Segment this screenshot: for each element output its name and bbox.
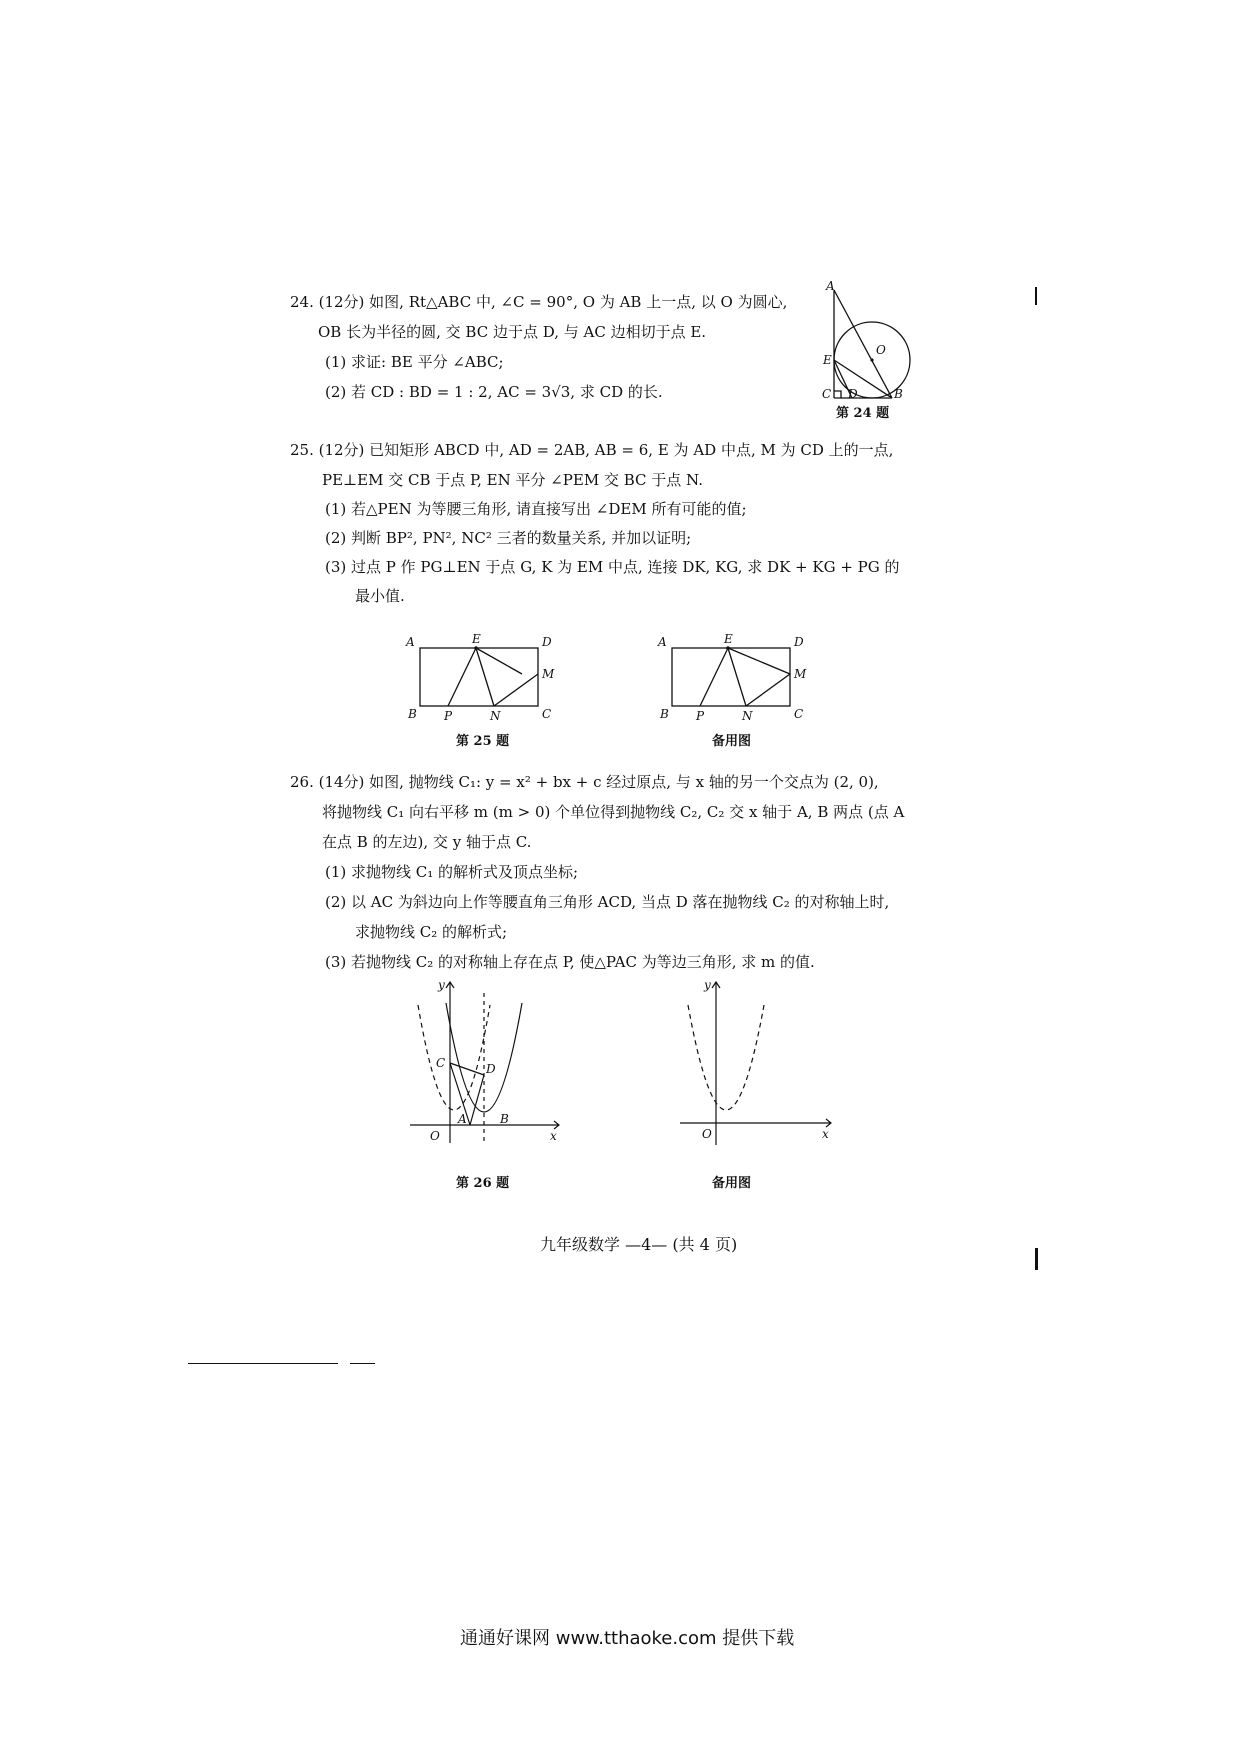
fig25-point-e [474, 646, 478, 650]
watermark-text: 通通好课网 www.tthaoke.com 提供下载 [460, 1628, 795, 1649]
q24-line-1: 24. (12分) 如图, Rt△ABC 中, ∠C = 90°, O 为 AB 上一点, 以 O 为圆心, [290, 293, 788, 311]
q24-line-4: (2) 若 CD : BD = 1 : 2, AC = 3√3, 求 CD 的长. [325, 383, 663, 401]
fig25s-label-n: N [742, 709, 753, 723]
figure-26-spare [660, 975, 840, 1150]
q25-line-4: (2) 判断 BP², PN², NC² 三者的数量关系, 并加以证明; [325, 529, 692, 547]
q26-line-2: 将抛物线 C₁ 向右平移 m (m > 0) 个单位得到抛物线 C₂, C₂ 交 x 轴于 A, B 两点 (点 A [322, 803, 905, 821]
q26-line-5: (2) 以 AC 为斜边向上作等腰直角三角形 ACD, 当点 D 落在抛物线 C₂ 的对称轴上时, [325, 893, 890, 911]
fig26-label-c: C [436, 1056, 446, 1070]
fig26-segment-cd [450, 1063, 484, 1075]
fig26-label-b: B [500, 1112, 509, 1126]
fig25s-segment-en [728, 648, 746, 706]
fig25s-label-e: E [724, 632, 733, 646]
fig25s-label-a: A [658, 635, 667, 649]
q26-line-3: 在点 B 的左边), 交 y 轴于点 C. [322, 833, 532, 851]
fig26-label-o: O [430, 1129, 440, 1143]
fig24-label-c: C [822, 387, 832, 400]
page-footer: 九年级数学 —4— (共 4 页) [540, 1235, 738, 1254]
q25-line-3: (1) 若△PEN 为等腰三角形, 请直接写出 ∠DEM 所有可能的值; [325, 500, 747, 518]
fig25s-label-d: D [794, 635, 804, 649]
fig25-label-p: P [444, 709, 453, 723]
fig25-label-b: B [408, 707, 417, 721]
scan-rule-short [350, 1363, 375, 1364]
q25-line-1: 25. (12分) 已知矩形 ABCD 中, AD = 2AB, AB = 6, E 为 AD 中点, M 为 CD 上的一点, [290, 441, 894, 459]
fig25s-segment-nm [746, 674, 790, 706]
q25-line-6: 最小值. [355, 587, 405, 605]
fig26s-label-o: O [702, 1127, 712, 1141]
q26-line-7: (3) 若抛物线 C₂ 的对称轴上存在点 P, 使△PAC 为等边三角形, 求 m 的值. [325, 953, 815, 971]
q26-caption-main: 第 26 题 [456, 1176, 510, 1191]
fig26-label-y: y [438, 978, 445, 992]
fig25-label-a: A [406, 635, 415, 649]
fig25s-point-e [726, 646, 730, 650]
q25-caption-main: 第 25 题 [456, 734, 510, 749]
q24-line-2: OB 长为半径的圆, 交 BC 边于点 D, 与 AC 边相切于点 E. [318, 323, 707, 341]
q24-caption: 第 24 题 [836, 406, 890, 421]
figure-26-main [400, 975, 570, 1150]
q26-line-6: 求抛物线 C₂ 的解析式; [355, 923, 508, 941]
fig24-label-a: A [826, 280, 835, 293]
q25-line-5: (3) 过点 P 作 PG⊥EN 于点 G, K 为 EM 中点, 连接 DK, KG, 求 DK + KG + PG 的 [325, 558, 900, 576]
fig25s-label-b: B [660, 707, 669, 721]
fig26-label-x: x [550, 1129, 557, 1143]
fig25-label-d: D [542, 635, 552, 649]
fig24-label-b: B [894, 387, 903, 400]
fig25-segment-ep [448, 648, 476, 706]
q25-caption-spare: 备用图 [712, 734, 752, 749]
figure-25-spare [652, 630, 822, 725]
fig24-label-e: E [823, 353, 832, 367]
fig25s-segment-em [728, 648, 790, 674]
figure-24 [810, 280, 920, 400]
scan-mark-top-right [1035, 287, 1037, 305]
fig25-label-e: E [472, 632, 481, 646]
fig25s-label-p: P [696, 709, 705, 723]
fig24-label-o: O [876, 343, 886, 357]
fig26s-parabola-c1 [688, 1005, 764, 1110]
q25-line-2: PE⊥EM 交 CB 于点 P, EN 平分 ∠PEM 交 BC 于点 N. [322, 471, 703, 489]
scan-rule-left [188, 1363, 338, 1364]
fig25-segment-nm [494, 674, 538, 706]
fig24-label-d: D [848, 387, 858, 400]
q26-line-4: (1) 求抛物线 C₁ 的解析式及顶点坐标; [325, 863, 579, 881]
fig26s-label-y: y [704, 978, 711, 992]
fig24-center-dot [870, 358, 873, 361]
scan-mark-bottom-right [1035, 1248, 1038, 1270]
fig26s-label-x: x [822, 1127, 829, 1141]
fig25-label-m: M [542, 667, 555, 681]
figure-25-main [400, 630, 570, 725]
fig24-right-angle [834, 391, 841, 398]
fig25s-label-m: M [794, 667, 807, 681]
fig25s-label-c: C [794, 707, 804, 721]
fig25-label-c: C [542, 707, 552, 721]
q26-line-1: 26. (14分) 如图, 抛物线 C₁: y = x² + bx + c 经过原点, 与 x 轴的另一个交点为 (2, 0), [290, 773, 879, 791]
fig26-label-a: A [458, 1112, 467, 1126]
fig25-label-n: N [490, 709, 501, 723]
fig25s-segment-ep [700, 648, 728, 706]
q24-line-3: (1) 求证: BE 平分 ∠ABC; [325, 353, 504, 371]
q26-caption-spare: 备用图 [712, 1176, 752, 1191]
fig26-label-d: D [486, 1062, 496, 1076]
